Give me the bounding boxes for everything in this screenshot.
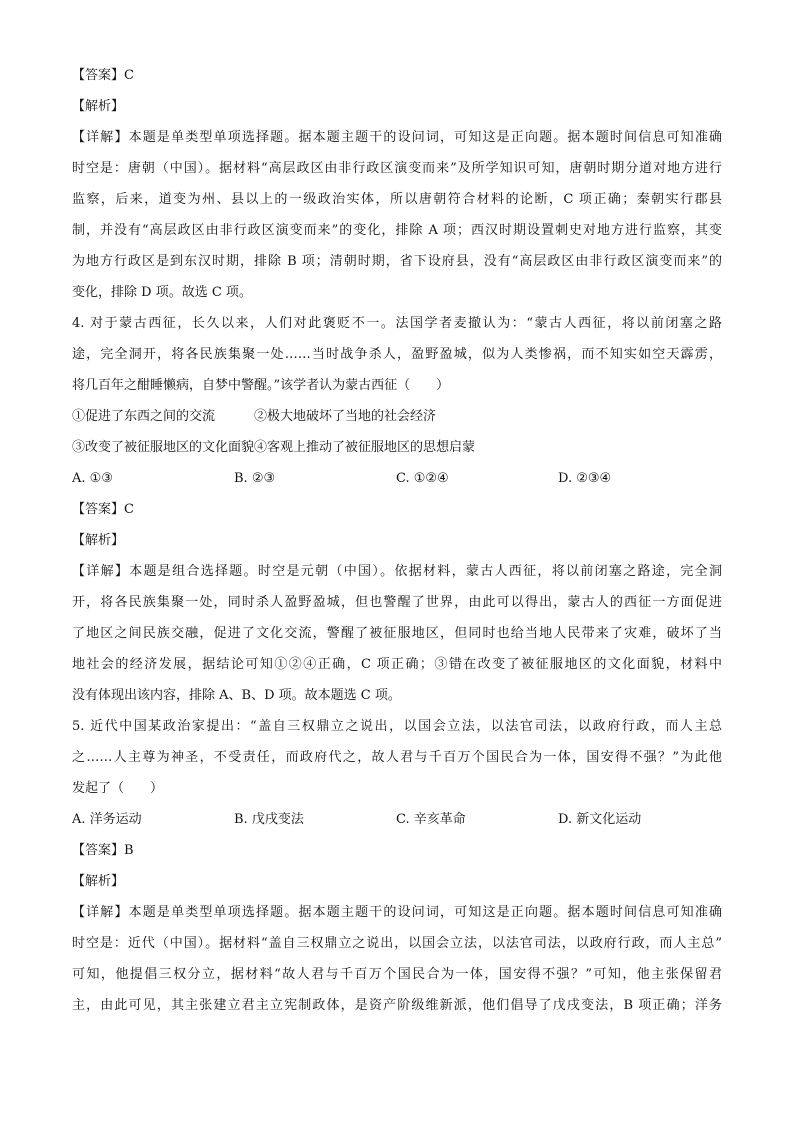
text-line: 将几百年之酣睡懒病，自梦中警醒。”该学者认为蒙古西征（ ）: [72, 378, 450, 393]
text-line: 5. 近代中国某政治家提出：“盖自三权鼎立之说出，以国会立法，以法官司法，以政府行政，而人主总: [72, 719, 722, 734]
text-line: 途，完全洞开，将各民族集聚一处……当时战争杀人，盈野盈城，似为人类惨祸，而不知实如空天霹雳，: [72, 347, 722, 362]
text-line: 时空是：近代（中国）。据材料“盖自三权鼎立之说出，以国会立法，以法官司法，以政府行政，而人主总”: [72, 936, 722, 951]
text-line: 【解析】: [72, 99, 125, 114]
text-line: 了地区之间民族交融，促进了文化交流，警醒了被征服地区，但同时也给当地人民带来了灾难，破坏了当: [72, 626, 722, 641]
text-line: 【解析】: [72, 874, 125, 889]
option-A: A. ①③: [72, 471, 113, 486]
text-line: 地社会的经济发展，据结论可知①②④正确，C 项正确；③错在改变了被征服地区的文化面貌，材料中: [72, 657, 722, 672]
text-line: 主，由此可见，其主张建立君主立宪制政体，是资产阶级维新派，他们倡导了戊戌变法，B 项正确；洋务: [72, 998, 722, 1013]
answer-options: [72, 804, 722, 835]
text-line: 【解析】: [72, 533, 125, 548]
text-line: ①促进了东西之间的交流 ②极大地破坏了当地的社会经济: [72, 409, 437, 424]
text-line: ③改变了被征服地区的文化面貌④客观上推动了被征服地区的思想启蒙: [72, 440, 476, 455]
option-A: A. 洋务运动: [72, 812, 142, 827]
text-line: 4. 对于蒙古西征，长久以来，人们对此褒贬不一。法国学者麦撤认为：“蒙古人西征，将以前闭塞之路: [72, 316, 722, 331]
text-line: 【详解】本题是单类型单项选择题。据本题主题干的设问词，可知这是正向题。据本题时间信息可知准确: [72, 905, 722, 920]
option-B: B. 戊戌变法: [234, 812, 304, 827]
option-D: D. 新文化运动: [558, 812, 642, 827]
answer-options: [72, 463, 722, 494]
text-line: 【答案】C: [72, 68, 134, 83]
text-line: 时空是：唐朝（中国）。据材料“高层政区由非行政区演变而来”及所学知识可知，唐朝时期分道对地方进行: [72, 161, 722, 176]
option-C: C. 辛亥革命: [396, 812, 466, 827]
text-line: 监察，后来，道变为州、县以上的一级政治实体，所以唐朝符合材料的论断，C 项正确；秦朝实行郡县: [72, 192, 722, 207]
text-line: 【答案】B: [72, 843, 134, 858]
option-D: D. ②③④: [558, 471, 612, 486]
document-body: [72, 60, 722, 1021]
option-B: B. ②③: [234, 471, 276, 486]
text-line: 制，并没有“高层政区由非行政区演变而来”的变化，排除 A 项；西汉时期设置刺史对地方进行监察，其变: [72, 223, 722, 238]
text-line: 【答案】C: [72, 502, 134, 517]
text-line: 发起了（ ）: [72, 781, 164, 796]
text-line: 【详解】本题是组合选择题。时空是元朝（中国）。依据材料，蒙古人西征，将以前闭塞之路途，完全洞: [72, 564, 722, 579]
text-line: 为地方行政区是到东汉时期，排除 B 项；清朝时期，省下设府县，没有“高层政区由非行政区演变而来”的: [72, 254, 722, 269]
text-line: 没有体现出该内容，排除 A、B、D 项。故本题选 C 项。: [72, 688, 401, 703]
text-line: 之……人主尊为神圣，不受责任，而政府代之，故人君与千百万个国民合为一体，国安得不强？”为此他: [72, 750, 722, 765]
option-C: C. ①②④: [396, 471, 449, 486]
text-line: 变化，排除 D 项。故选 C 项。: [72, 285, 252, 300]
text-line: 【详解】本题是单类型单项选择题。据本题主题干的设问词，可知这是正向题。据本题时间信息可知准确: [72, 130, 722, 145]
text-line: 可知，他提倡三权分立，据材料“故人君与千百万个国民合为一体，国安得不强？”可知，他主张保留君: [72, 967, 722, 982]
text-line: 开，将各民族集聚一处，同时杀人盈野盈城，但也警醒了世界，由此可以得出，蒙古人的西征一方面促进: [72, 595, 722, 610]
